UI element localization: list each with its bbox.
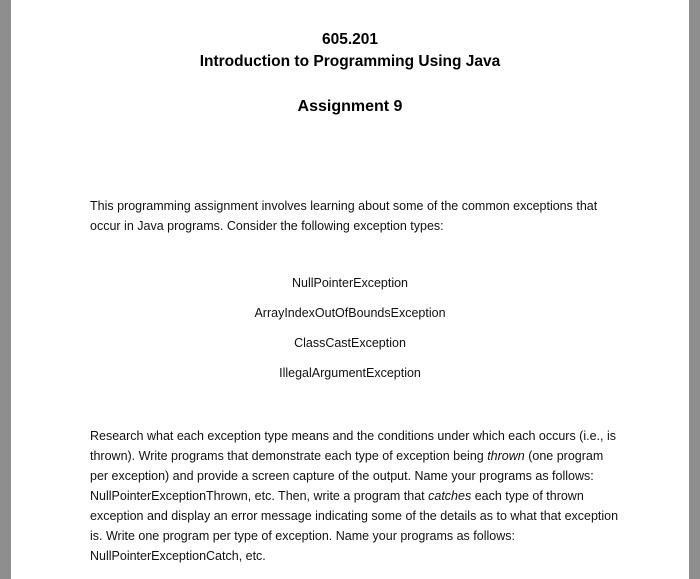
course-code: 605.201 — [321, 31, 379, 48]
assignment-title: Assignment 9 — [297, 98, 403, 115]
research-text: (one program — [524, 449, 604, 463]
research-text: thrown). Write programs that demonstrate each type of exception being — [90, 449, 488, 463]
exception-list — [11, 276, 689, 396]
exception-item: ClassCastException — [294, 336, 406, 350]
exception-item: IllegalArgumentException — [279, 366, 421, 380]
research-line: per exception) and provide a screen capture of the output. Name your programs as follows: — [90, 469, 594, 483]
research-paragraph — [90, 426, 630, 566]
document-page — [11, 0, 689, 579]
course-title: Introduction to Programming Using Java — [199, 53, 501, 70]
research-line — [90, 446, 630, 466]
exception-item: ArrayIndexOutOfBoundsException — [254, 306, 446, 320]
research-line: Research what each exception type means and the conditions under which each occurs (i.e., is — [90, 429, 616, 443]
emphasis-catches: catches — [428, 489, 472, 503]
research-line: is. Write one program per type of exception. Name your programs as follows: — [90, 529, 515, 543]
exception-item: NullPointerException — [291, 276, 409, 290]
research-line — [90, 486, 630, 506]
research-text: each type of thrown — [471, 489, 584, 503]
intro-line: occur in Java programs. Consider the following exception types: — [90, 219, 444, 233]
intro-line: This programming assignment involves learning about some of the common exceptions that — [90, 199, 598, 213]
research-line: NullPointerExceptionCatch, etc. — [90, 549, 266, 563]
intro-paragraph — [90, 196, 630, 236]
emphasis-thrown: thrown — [487, 449, 525, 463]
research-line: exception and display an error message indicating some of the details as to what that exception — [90, 509, 619, 523]
research-text: NullPointerExceptionThrown, etc. Then, write a program that — [90, 489, 429, 503]
